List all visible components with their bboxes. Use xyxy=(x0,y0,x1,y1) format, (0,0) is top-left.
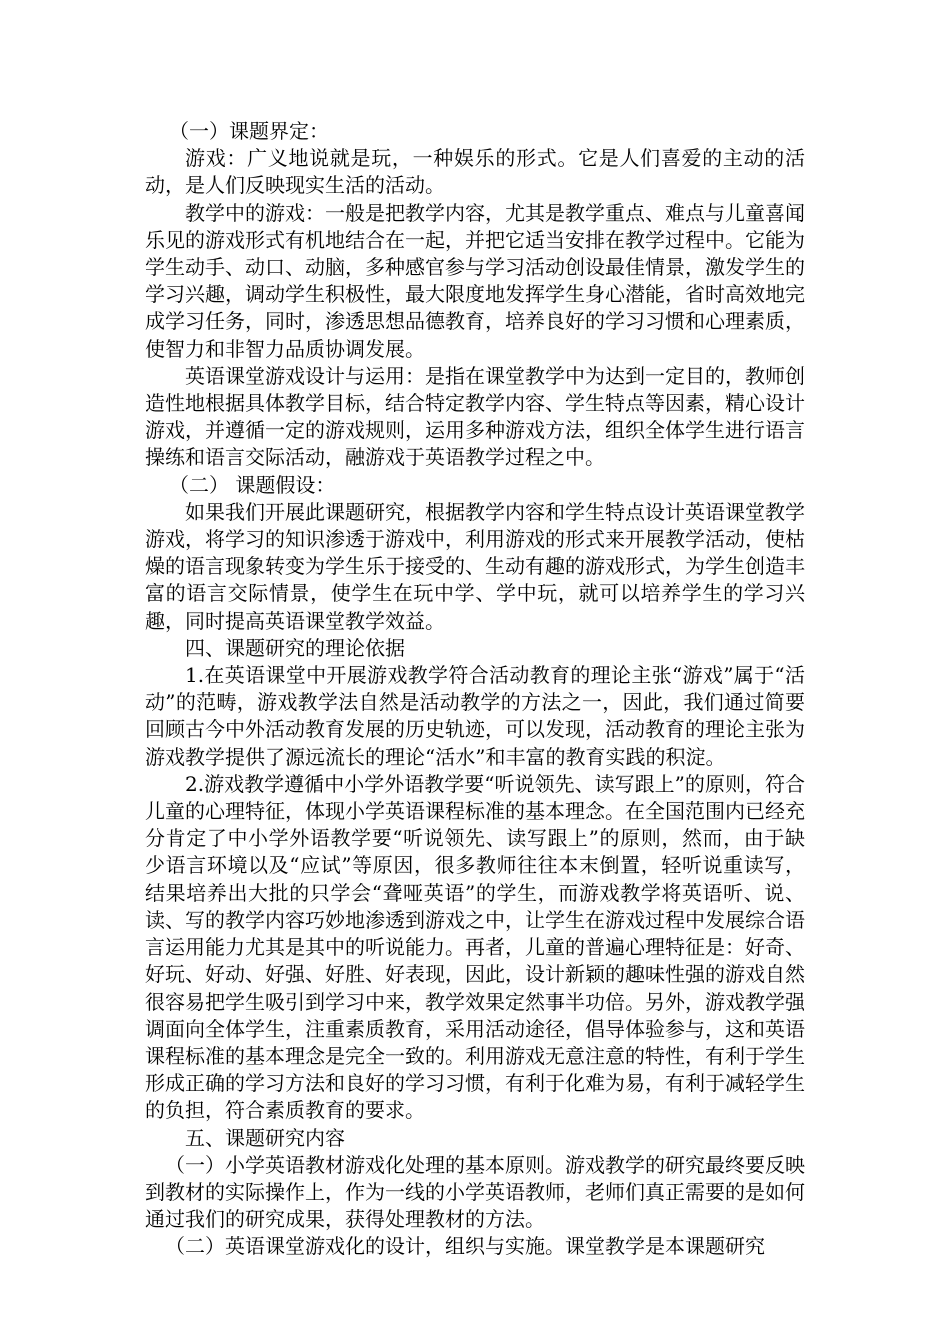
section-heading-definition: （一）课题界定： xyxy=(169,119,329,143)
paragraph-theory-1: 1.在英语课堂中开展游戏教学符合活动教育的理论主张“游戏”属于“活动”的范畴，游戏教学法自然是活动教学的方法之一，因此，我们通过简要回顾古今中外活动教育发展的历史轨迹，可以发现，活动教育的理论主张为游戏教学提供了源远流长的理论“活水”和丰富的教育实践的积淀。 xyxy=(145,663,805,769)
section-heading-hypothesis: （二） 课题假设： xyxy=(169,472,336,497)
paragraph-content-1: （一）小学英语教材游戏化处理的基本原则。游戏教学的研究最终要反映到教材的实际操作上，作为一线的小学英语教师，老师们真正需要的是如何通过我们的研究成果，获得处理教材的方法。 xyxy=(145,1152,805,1232)
paragraph-game-definition: 游戏：广义地说就是玩，一种娱乐的形式。它是人们喜爱的主动的活动，是人们反映现实生活的活动。 xyxy=(145,146,805,198)
paragraph-teaching-game-definition: 教学中的游戏：一般是把教学内容，尤其是教学重点、难点与儿童喜闻乐见的游戏形式有机地结合在一起，并把它适当安排在教学过程中。它能为学生动手、动口、动脑，多种感官参与学习活动创设最佳情景，激发学生的学习兴趣，调动学生积极性，最大限度地发挥学生身心潜能，省时高效地完成学习任务，同时，渗透思想品德教育，培养良好的学习习惯和心理素质，使智力和非智力品质协调发展。 xyxy=(145,200,805,361)
paragraph-content-2: （二）英语课堂游戏化的设计，组织与实施。课堂教学是本课题研究 xyxy=(165,1234,765,1259)
section-heading-content: 五、课题研究内容 xyxy=(185,1125,345,1150)
paragraph-english-class-game-definition: 英语课堂游戏设计与运用：是指在课堂教学中为达到一定目的，教师创造性地根据具体教学目标，结合特定教学内容、学生特点等因素，精心设计游戏，并遵循一定的游戏规则，运用多种游戏方法，组织全体学生进行语言操练和语言交际活动，融游戏于英语教学过程之中。 xyxy=(145,363,805,470)
paragraph-theory-2: 2.游戏教学遵循中小学外语教学要“听说领先、读写跟上”的原则，符合儿童的心理特征，体现小学英语课程标准的基本理念。在全国范围内已经充分肯定了中小学外语教学要“听说领先、读写跟上”的原则，然而，由于缺少语言环境以及“应试”等原因，很多教师往往本末倒置，轻听说重读写，结果培养出大批的只学会“聋哑英语”的学生，而游戏教学将英语听、说、读、写的教学内容巧妙地渗透到游戏之中，让学生在游戏过程中发展综合语言运用能力尤其是其中的听说能力。再者，儿童的普遍心理特征是：好奇、好玩、好动、好强、好胜、好表现，因此，设计新颖的趣味性强的游戏自然很容易把学生吸引到学习中来，教学效果定然事半功倍。另外，游戏教学强调面向全体学生，注重素质教育，采用活动途径，倡导体验参与，这和英语课程标准的基本理念是完全一致的。利用游戏无意注意的特性，有利于学生形成正确的学习方法和良好的学习习惯，有利于化难为易，有利于减轻学生的负担，符合素质教育的要求。 xyxy=(145,771,805,1123)
section-heading-theory: 四、课题研究的理论依据 xyxy=(185,635,405,660)
document-page xyxy=(145,118,805,1261)
paragraph-hypothesis: 如果我们开展此课题研究，根据教学内容和学生特点设计英语课堂教学游戏，将学习的知识渗透于游戏中，利用游戏的形式来开展教学活动，使枯燥的语言现象转变为学生乐于接受的、生动有趣的游戏形式，为学生创造丰富的语言交际情景，使学生在玩中学、学中玩，就可以培养学生的学习兴趣，同时提高英语课堂教学效益。 xyxy=(145,499,805,633)
